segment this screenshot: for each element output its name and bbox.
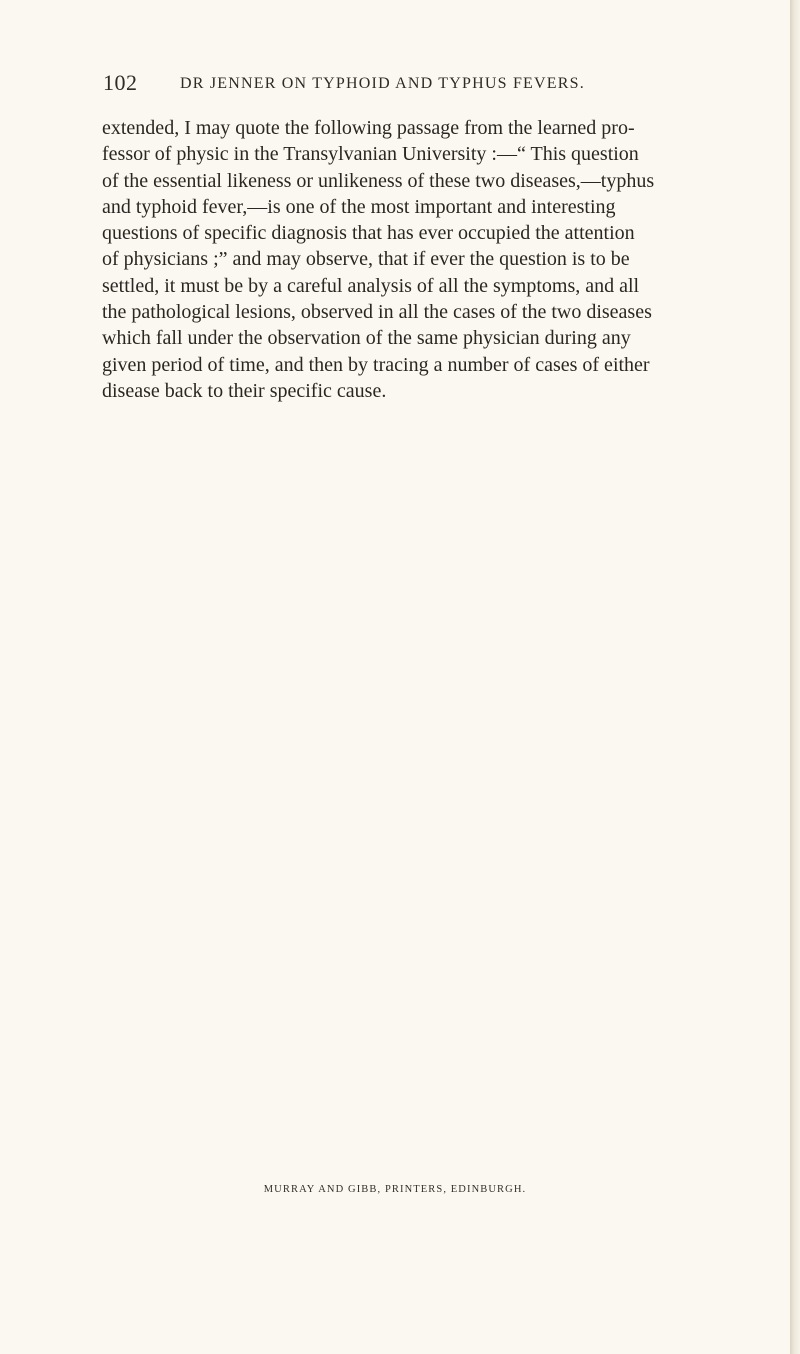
page-number: 102 <box>103 70 138 95</box>
body-paragraph <box>102 115 742 404</box>
running-head: DR JENNER ON TYPHOID AND TYPHUS FEVERS. <box>180 75 585 92</box>
page-header <box>103 70 693 100</box>
text-line: disease back to their specific cause. <box>102 379 387 402</box>
text-line: settled, it must be by a careful analysis of all the symptoms, and all <box>102 274 640 297</box>
printer-imprint: MURRAY AND GIBB, PRINTERS, EDINBURGH. <box>263 1184 527 1195</box>
text-line: which fall under the observation of the same physician during any <box>102 327 631 350</box>
page-edge <box>790 0 800 1354</box>
text-line: of physicians ;” and may observe, that if ever the question is to be <box>102 248 630 271</box>
text-line: given period of time, and then by tracing a number of cases of either <box>102 353 650 376</box>
text-line: fessor of physic in the Transylvanian University :—“ This question <box>102 143 639 166</box>
text-line: questions of specific diagnosis that has ever occupied the attention <box>102 222 635 245</box>
text-line: the pathological lesions, observed in all the cases of the two diseases <box>102 301 652 324</box>
text-line: extended, I may quote the following passage from the learned pro- <box>102 117 635 139</box>
text-line: and typhoid fever,—is one of the most important and interesting <box>102 195 616 218</box>
text-line: of the essential likeness or unlikeness of these two diseases,—typhus <box>102 169 655 192</box>
